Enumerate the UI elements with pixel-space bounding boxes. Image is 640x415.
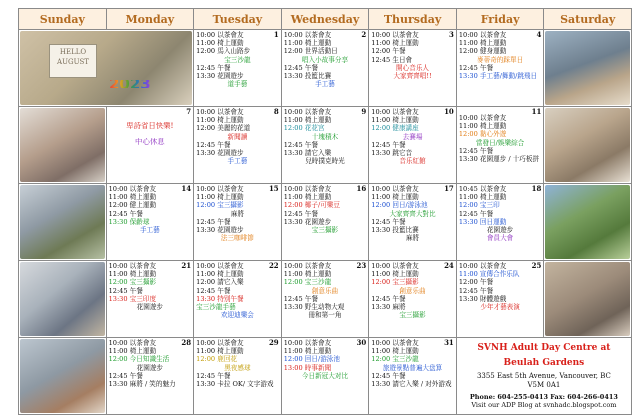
- day-number: 16: [356, 184, 367, 193]
- activity: 開心音乐人: [396, 63, 430, 72]
- activity: 12:45 午餐: [108, 371, 143, 380]
- header-wednesday: Wednesday: [281, 9, 369, 30]
- activity: 12:45 午餐: [196, 217, 231, 226]
- activity: 10:00 以茶會友: [371, 31, 419, 39]
- activity: 12:00 回日/游泳池: [283, 355, 340, 364]
- activity: 12:00 午餐: [458, 278, 494, 287]
- activity: 13:30 花園遊步: [196, 226, 244, 235]
- seniors-photo: [545, 262, 630, 336]
- activity: 13:30 麻將 / 笑的魅力: [108, 380, 176, 389]
- august-banner-photo: [19, 30, 194, 107]
- activity: 12:45 午餐: [371, 217, 406, 226]
- hello-august-sign: HELLO AUGUST: [49, 44, 97, 78]
- activity: 12:45 午餐: [108, 209, 143, 218]
- closed-label: 中心休息: [135, 138, 165, 147]
- activity: 11:00 椅上運動: [283, 193, 332, 202]
- centre-title-line-1: SVNH Adult Day Centre at: [477, 343, 611, 353]
- activity: 宝三攝影: [399, 311, 426, 320]
- activity: 13:30 麻將: [371, 303, 406, 312]
- activity: 11:00 椅上運動: [196, 193, 244, 202]
- activity: 13:30 投籃比賽: [371, 226, 419, 235]
- activity: 11:00 椅上運動: [371, 116, 419, 125]
- activity: 12:45 午餐: [283, 140, 318, 149]
- activity: 12:00 今日知識生活: [108, 355, 170, 364]
- activity: 12:00 世界活動日: [283, 47, 338, 56]
- activity: 12:45 午餐: [283, 63, 318, 72]
- day-number: 9: [361, 107, 367, 116]
- activity: 12:00 健康講座: [371, 124, 419, 133]
- activity: 12:00 午餐: [371, 47, 406, 56]
- day-number: 22: [268, 261, 279, 270]
- header-tuesday: Tuesday: [194, 9, 282, 30]
- day-cell-tue-8: [194, 107, 282, 184]
- activity: 12:00 馬入山路步: [196, 47, 251, 56]
- activity: 欢迎迪樂会: [220, 311, 254, 320]
- day-number: 31: [444, 338, 454, 347]
- activity: 10:00 以茶會友: [283, 31, 332, 39]
- activity: 12:45 午餐: [196, 286, 231, 295]
- week-row-1: [19, 30, 632, 107]
- holiday-label: 卑詩省日快樂!: [126, 122, 174, 130]
- activity: 麻將: [405, 234, 420, 243]
- activity: 10:00 以茶會友: [283, 262, 332, 270]
- activity: 11:00 椅上運動: [196, 347, 244, 356]
- activity: 13:30 保齡球: [108, 217, 150, 226]
- day-cell-wed-9: [281, 107, 369, 184]
- day-number: 30: [356, 338, 367, 347]
- activity: 12:00 鹿回花: [196, 355, 238, 364]
- activity: 13:30 跳它音: [371, 149, 413, 158]
- day-number: 24: [444, 261, 454, 270]
- activity: 13:30 卡拉 OK/ 文字游戏: [196, 380, 274, 389]
- seniors-photo: [545, 185, 630, 259]
- activity: 13:30 花園遊步: [283, 217, 332, 226]
- activity: 12:00 回日/游泳池: [371, 201, 428, 210]
- activity: 12:45 午餐: [458, 209, 494, 218]
- activity: 十塊積木: [311, 132, 339, 141]
- activity: 12:00 美麗的花道: [196, 124, 251, 133]
- sunday-photo-4: [19, 261, 107, 338]
- day-cell-tue-22: [194, 261, 282, 338]
- activity: 冊和第一角: [308, 311, 342, 320]
- day-number: 3: [448, 30, 454, 39]
- activity: 音乐紅館: [399, 157, 426, 166]
- activity: 花園遊步: [136, 363, 164, 372]
- activity: 12:45 午餐: [108, 286, 143, 295]
- saturday-photo-4: [544, 261, 632, 338]
- day-cell-fri-11: [456, 107, 544, 184]
- activity: 13:30 花園運步 / 十巧板拼: [458, 155, 540, 164]
- activity: 11:00 椅上運動: [108, 347, 157, 356]
- flowers-photo: [20, 31, 192, 105]
- activity: 12:00 請它入樂: [196, 278, 244, 287]
- activity: 12:00 宝三印: [458, 201, 500, 210]
- saturday-photo-1: [544, 30, 632, 107]
- activity: 當發日/娛樂綜合: [475, 138, 525, 147]
- seniors-photo: [545, 31, 630, 105]
- day-cell-tue-29: [194, 338, 282, 415]
- centre-title-line-2: Beulah Gardens: [503, 358, 585, 368]
- header-saturday: Saturday: [544, 9, 632, 30]
- activity: 花園遊步: [486, 226, 514, 235]
- calendar-table: [18, 8, 632, 415]
- day-number: 10: [444, 107, 454, 116]
- header-thursday: Thursday: [369, 9, 457, 30]
- activity: 12:00 宝三沙龍: [371, 355, 419, 364]
- activity: 13:30 回日運動: [458, 217, 507, 226]
- week-row-4: [19, 261, 632, 338]
- day-cell-thu-24: [369, 261, 457, 338]
- weekday-header-row: [19, 9, 632, 30]
- sunday-photo-2: [19, 107, 107, 184]
- day-cell-wed-30: [281, 338, 369, 415]
- activity: 手工藝: [139, 226, 160, 235]
- activity: 12:00 黏心外遊: [458, 130, 507, 139]
- activity: 12:45 午餐: [283, 209, 318, 218]
- day-number: 14: [181, 184, 192, 193]
- activity: 12:00 宝三攝影: [108, 278, 157, 287]
- activity: 10:45 以茶會友: [458, 185, 507, 193]
- activity: 宝三攝影: [311, 226, 339, 235]
- activity: 新聞讀: [227, 132, 248, 141]
- activity: 11:00 椅上運動: [108, 193, 157, 202]
- activity: 12:00 椰子/可樂豆: [283, 201, 340, 210]
- day-cell-mon-7: [106, 107, 194, 184]
- activity: 唱入小故事分享: [301, 55, 349, 64]
- centre-phone-fax: Phone: 604-255-0413 Fax: 604-266-0413: [469, 393, 618, 401]
- saturday-photo-3: [544, 184, 632, 261]
- activity: 10:00 以茶會友: [371, 339, 419, 347]
- activity: 10:00 以茶會友: [371, 185, 419, 193]
- activity: 少年才藝表演: [480, 303, 520, 312]
- activity: 大家齊齊大對比: [389, 209, 436, 218]
- day-cell-wed-2: [281, 30, 369, 107]
- activity: 12:00 宝三攝影: [371, 278, 419, 287]
- activity: 10:00 以茶會友: [196, 108, 244, 116]
- day-cell-mon-21: [106, 261, 194, 338]
- day-number: 18: [531, 184, 542, 193]
- activity: 13:30 請它入樂: [283, 149, 332, 158]
- activity: 13:30 手工藝/舞動/跳飛日: [458, 72, 538, 81]
- activity: 12:45 午餐: [371, 140, 406, 149]
- day-number: 11: [531, 107, 542, 116]
- seniors-photo: [20, 339, 105, 413]
- activity: 麥蒂奇的踩單日: [477, 55, 524, 64]
- activity: 會員大會: [486, 234, 514, 243]
- activity: 11:00 椅上運動: [196, 39, 244, 48]
- header-sunday: Sunday: [19, 9, 107, 30]
- saturday-photo-2: [544, 107, 632, 184]
- centre-blog-link[interactable]: Visit our ADP Blog at svnhadc.blogspot.com: [471, 401, 617, 409]
- activity: 12:00 健上運動: [108, 201, 157, 210]
- activity: 10:00 以茶會友: [108, 262, 157, 270]
- day-number: 8: [273, 107, 279, 116]
- day-cell-wed-16: [281, 184, 369, 261]
- activity: 12:00 宝三沙龍: [283, 278, 332, 287]
- day-number: 28: [181, 338, 192, 347]
- year-2023-label: 2023: [109, 75, 151, 93]
- activity: 13:30 宝三印度: [108, 294, 157, 303]
- activity: 道手藝: [227, 80, 248, 89]
- activity: 13:30 特別午餐: [196, 294, 244, 303]
- activity: 12:45 午餐: [458, 63, 494, 72]
- activity: 去賽場: [402, 132, 423, 141]
- activity: 10:00 以茶會友: [458, 262, 507, 270]
- activity: 創意乐曲: [399, 286, 426, 295]
- activity: 13:30 野生动物大观: [283, 303, 345, 312]
- activity: 12:45 午餐: [283, 294, 318, 303]
- header-monday: Monday: [106, 9, 194, 30]
- activity: 宝三沙龍手藝: [196, 303, 236, 312]
- activity: 11:00 椅上運動: [108, 270, 157, 279]
- centre-info-box: [456, 338, 631, 415]
- activity: 12:45 午餐: [458, 146, 494, 155]
- activity: 11:00 椅上運動: [458, 122, 507, 131]
- day-cell-wed-23: [281, 261, 369, 338]
- activity: 11:00 椅上運動: [458, 39, 507, 48]
- activity: 13:30 請它入樂 / 对外游戏: [371, 380, 452, 389]
- day-number: 21: [181, 261, 192, 270]
- activity: 11:00 椅上運動: [283, 39, 332, 48]
- centre-address-line-2: V5M 0A1: [527, 381, 561, 389]
- day-cell-tue-15: [194, 184, 282, 261]
- day-cell-tue-1: [194, 30, 282, 107]
- centre-address-line-1: 3355 East 5th Avenue, Vancouver, BC: [476, 372, 611, 380]
- activity: 10:00 以茶會友: [371, 108, 419, 116]
- activity: 10:00 以茶會友: [458, 114, 507, 122]
- activity: 兒時撲克時光: [305, 157, 345, 166]
- day-cell-thu-31: [369, 338, 457, 415]
- activity: 花園遊步: [136, 303, 164, 312]
- activity: 法三咖啡節: [220, 234, 254, 243]
- day-number: 2: [361, 30, 367, 39]
- seniors-photo: [20, 185, 105, 259]
- seniors-photo: [20, 108, 105, 182]
- day-number: 1: [273, 30, 279, 39]
- day-cell-thu-3: [369, 30, 457, 107]
- week-row-5: [19, 338, 632, 415]
- day-number: 4: [536, 30, 542, 39]
- activity: 11:00 椅上運動: [283, 116, 332, 125]
- activity: 10:00 以茶會友: [196, 339, 244, 347]
- activity: 11:00 椅上運動: [371, 270, 419, 279]
- day-cell-fri-18: [456, 184, 544, 261]
- activity: 13:00 時事新聞: [283, 363, 332, 372]
- activity: 13:30 花園遊步: [196, 149, 244, 158]
- week-row-3: [19, 184, 632, 261]
- activity: 10:00 以茶會友: [196, 262, 244, 270]
- activity: 11:00 椅上運動: [283, 347, 332, 356]
- activity: 13:30 投籃比賽: [283, 72, 332, 81]
- day-cell-fri-4: [456, 30, 544, 107]
- activity: 10:00 以茶會友: [283, 185, 332, 193]
- activity: 12:45 午餐: [196, 371, 231, 380]
- activity: 12:45 午餐: [371, 294, 406, 303]
- activity: 10:00 以茶會友: [108, 339, 157, 347]
- activity: 10:00 以茶會友: [371, 262, 419, 270]
- activity: 12:45 午餐: [196, 63, 231, 72]
- activity: 11:00 椅上運動: [371, 347, 419, 356]
- day-number: 25: [531, 261, 542, 270]
- sunday-photo-5: [19, 338, 107, 415]
- activity: 12:45 午餐: [371, 371, 406, 380]
- activity: 10:00 以茶會友: [108, 185, 157, 193]
- activity: 10:00 以茶會友: [283, 339, 332, 347]
- activity: 12:00 宝三攝影: [196, 201, 244, 210]
- activity: 10:00 以茶會友: [283, 108, 332, 116]
- header-friday: Friday: [456, 9, 544, 30]
- activity: 10:00 以茶會友: [196, 185, 244, 193]
- activity: 12:45 午餐: [196, 140, 231, 149]
- day-number: 29: [268, 338, 279, 347]
- activity: 11:00 椅上運動: [283, 270, 332, 279]
- activity: 麻將: [230, 209, 244, 218]
- activity: 11:00 椅上運動: [371, 193, 419, 202]
- day-number: 17: [444, 184, 454, 193]
- activity: 13:30 花園遊步: [196, 72, 244, 81]
- activity: 黑夜感球: [224, 363, 251, 372]
- day-number: 7: [186, 107, 192, 116]
- day-cell-mon-14: [106, 184, 194, 261]
- activity: 大家齊齊唱!!: [393, 72, 432, 81]
- activity: 10:00 以茶會友: [458, 31, 507, 39]
- activity: 11:00 椅上運動: [371, 39, 419, 48]
- seniors-photo: [20, 262, 105, 336]
- day-number: 23: [356, 261, 367, 270]
- activity: 11:00 椅上運動: [196, 270, 244, 279]
- activity: 手工藝: [315, 80, 335, 89]
- week-row-2: [19, 107, 632, 184]
- day-number: 15: [268, 184, 279, 193]
- activity: 手工藝: [227, 157, 248, 166]
- activity: 13:30 財體遊戲: [458, 294, 507, 303]
- day-cell-mon-28: [106, 338, 194, 415]
- day-cell-thu-10: [369, 107, 457, 184]
- activity: 12:00 健身運動: [458, 47, 507, 56]
- day-cell-thu-17: [369, 184, 457, 261]
- activity: 今日新冠大对比: [301, 371, 349, 380]
- activity: 11:00 椅上運動: [458, 193, 507, 202]
- activity: 12:00 花花宫: [283, 124, 325, 133]
- activity: 創意乐曲: [311, 286, 339, 295]
- activity: 11:00 椅上運動: [196, 116, 244, 125]
- day-cell-fri-25: [456, 261, 544, 338]
- calendar: [18, 8, 632, 409]
- activity: 12:45 午餐: [458, 286, 494, 295]
- sunday-photo-3: [19, 184, 107, 261]
- activity: 宝三沙龍: [224, 55, 251, 64]
- activity: 10:00 以茶會友: [196, 31, 244, 39]
- activity: 11:00 宣傳合作乐队: [458, 270, 520, 279]
- activity: 旅遊景點普遍大盘算: [382, 363, 443, 372]
- activity: 12:45 生日會: [371, 55, 413, 64]
- seniors-photo: [545, 108, 630, 182]
